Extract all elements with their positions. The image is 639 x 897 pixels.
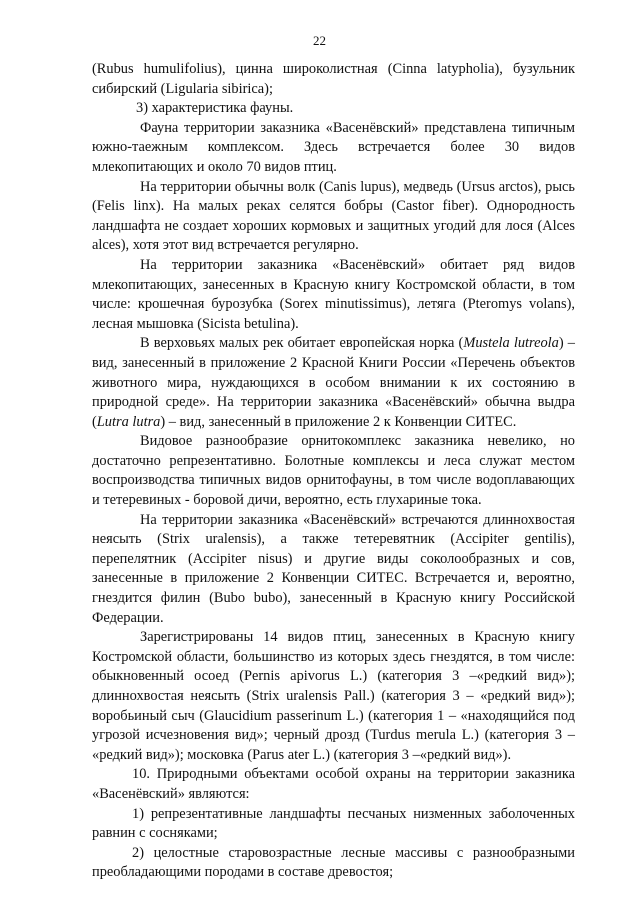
section-heading-fauna: 3) характеристика фауны. [136,100,294,117]
list-item-forests: 2) целостные старовозрастные лесные массивы с разнообразными преобладающими породами в составе древостоя; [92,844,575,881]
paragraph-mink-otter [92,334,575,432]
paragraph-plants-continued: (Rubus humulifolius), цинна широколистная (Cinna latypholia), бузульник сибирский (Ligularia sibirica); [92,61,575,97]
paragraph-owls-raptors: На территории заказника «Васенёвский» встречаются длиннохвостая неясыть (Strix uralensis), а также тетеревятник (Accipiter gentilis), перепелятник (Accipiter nisus) и другие виды соколообразных и сов, занесенные в приложение 2 Конвенции СИТЕС. Встречается и, вероятно, гнездится филин (Bubo bubo), занесенный в Красную книгу Российской Федерации. [92,511,575,626]
page-number: 22 [313,33,326,48]
text-run: ) – вид, занесенный в приложение 2 Красной Книги России «Перечень объектов животного мира, нуждающихся в особом внимании к их состоянию в природной среде». На территории заказника «Васенёвский» обычна выдра ( [92,335,575,430]
document-body [92,60,575,883]
paragraph-protected-objects: 10. Природными объектами особой охраны на территории заказника «Васенёвский» являются: [92,766,575,802]
species-name-italic: Lutra lutra [96,413,161,430]
paragraph-fauna-overview: Фауна территории заказника «Васенёвский» представлена типичным южно-таежным комплексом. Здесь встречается более 30 видов млекопитающих и около 70 видов птиц. [92,119,575,175]
text-run: В верховьях малых рек обитает европейская норка ( [140,335,464,352]
paragraph-bird-complex: Видовое разнообразие орнитокомплекс заказника невелико, но достаточно репрезентативно. Болотные комплексы и леса служат местом воспроизводства типичных видов орнитофауны, в том числе водоплавающих и тетеревиных - боровой дичи, вероятно, есть глухариные тока. [92,433,575,509]
text-run: ) – вид, занесенный в приложение 2 к Конвенции СИТЕС. [160,413,517,430]
list-item-landscapes: 1) репрезентативные ландшафты песчаных низменных заболоченных равнин с сосняками; [92,805,575,842]
species-name-italic: Mustela lutreola [463,335,559,352]
paragraph-red-book-mammals: На территории заказника «Васенёвский» обитает ряд видов млекопитающих, занесенных в Красную книгу Костромской области, в том числе: крошечная бурозубка (Sorex minutissimus), летяга (Pteromys volans), лесная мышовка (Sicista betulina). [92,256,575,332]
paragraph-red-book-birds: Зарегистрированы 14 видов птиц, занесенных в Красную книгу Костромской области, большинство из которых здесь гнездятся, в том числе: обыкновенный осоед (Pernis apivorus L.) (категория 3 –«редкий вид»); длиннохвостая неясыть (Strix uralensis Pall.) (категория 3 – «редкий вид»); воробьиный сыч (Glaucidium passerinum L.) (категория 1 – «находящийся под угрозой исчезновения вид»; черный дрозд (Turdus merula L.) (категория 3 – «редкий вид»); московка (Parus ater L.) (категория 3 –«редкий вид»). [92,629,575,763]
paragraph-common-mammals: На территории обычны волк (Canis lupus), медведь (Ursus arctos), рысь (Felis linx). На малых реках селятся бобры (Castor fiber). Однородность ландшафта не создает хороших кормовых и защитных угодий для лося (Alces alces), хотя этот вид встречается регулярно. [92,178,575,254]
